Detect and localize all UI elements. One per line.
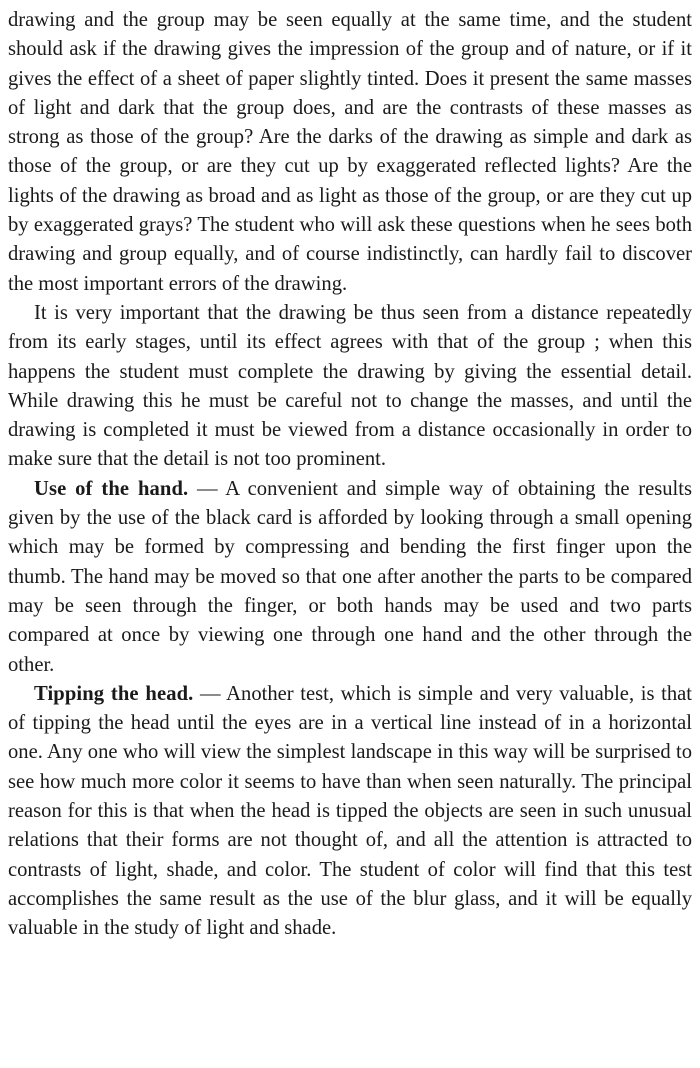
book-page xyxy=(8,6,692,944)
paragraph-continued xyxy=(8,6,692,299)
section-heading-tipping-head: Tipping the head. xyxy=(34,682,194,705)
paragraph-text: — Another test, which is simple and very valuable, is that of tipping the head until the eyes are in a vertical line instead of in a horizontal one. Any one who will view the simplest landscape in this way will be surprised to see how much more color it seems to have than when seen naturally. The principal reason for this is that when the head is tipped the objects are seen in such unusual relations that their forms are not thought of, and all the attention is attracted to contrasts of light, shade, and color. The student of color will find that this test accomplishes the same result as the use of the blur glass, and it will be equally valuable in the study of light and shade. xyxy=(8,682,692,940)
paragraph-distance-viewing xyxy=(8,299,692,475)
paragraph-text: drawing and the group may be seen equally at the same time, and the student should ask if the drawing gives the impression of the group and of nature, or if it gives the effect of a sheet of paper slightly tinted. Does it present the same masses of light and dark that the group does, and are the contrasts of these masses as strong as those of the group? Are the darks of the drawing as simple and dark as those of the group, or are they cut up by exaggerated reflected lights? Are the lights of the drawing as broad and as light as those of the group, or are they cut up by exaggerated grays? The student who will ask these questions when he sees both drawing and group equally, and of course indistinctly, can hardly fail to discover the most important errors of the drawing. xyxy=(8,9,692,295)
paragraph-use-of-hand xyxy=(8,475,692,680)
section-heading-use-of-hand: Use of the hand. xyxy=(34,477,189,500)
paragraph-text: — A convenient and simple way of obtaining the results given by the use of the black card is afforded by looking through a small opening which may be formed by compressing and bending the first finger upon the thumb. The hand may be moved so that one after another the parts to be compared may be seen through the finger, or both hands may be used and two parts compared at once by viewing one through one hand and the other through the other. xyxy=(8,477,693,676)
paragraph-tipping-head xyxy=(8,680,692,944)
paragraph-text: It is very important that the drawing be thus seen from a distance repeatedly from its early stages, until its effect agrees with that of the group ; when this happens the student must complete the drawing by giving the essential detail. While drawing this he must be careful not to change the masses, and until the drawing is completed it must be viewed from a distance occasionally in order to make sure that the detail is not too prominent. xyxy=(8,301,692,471)
